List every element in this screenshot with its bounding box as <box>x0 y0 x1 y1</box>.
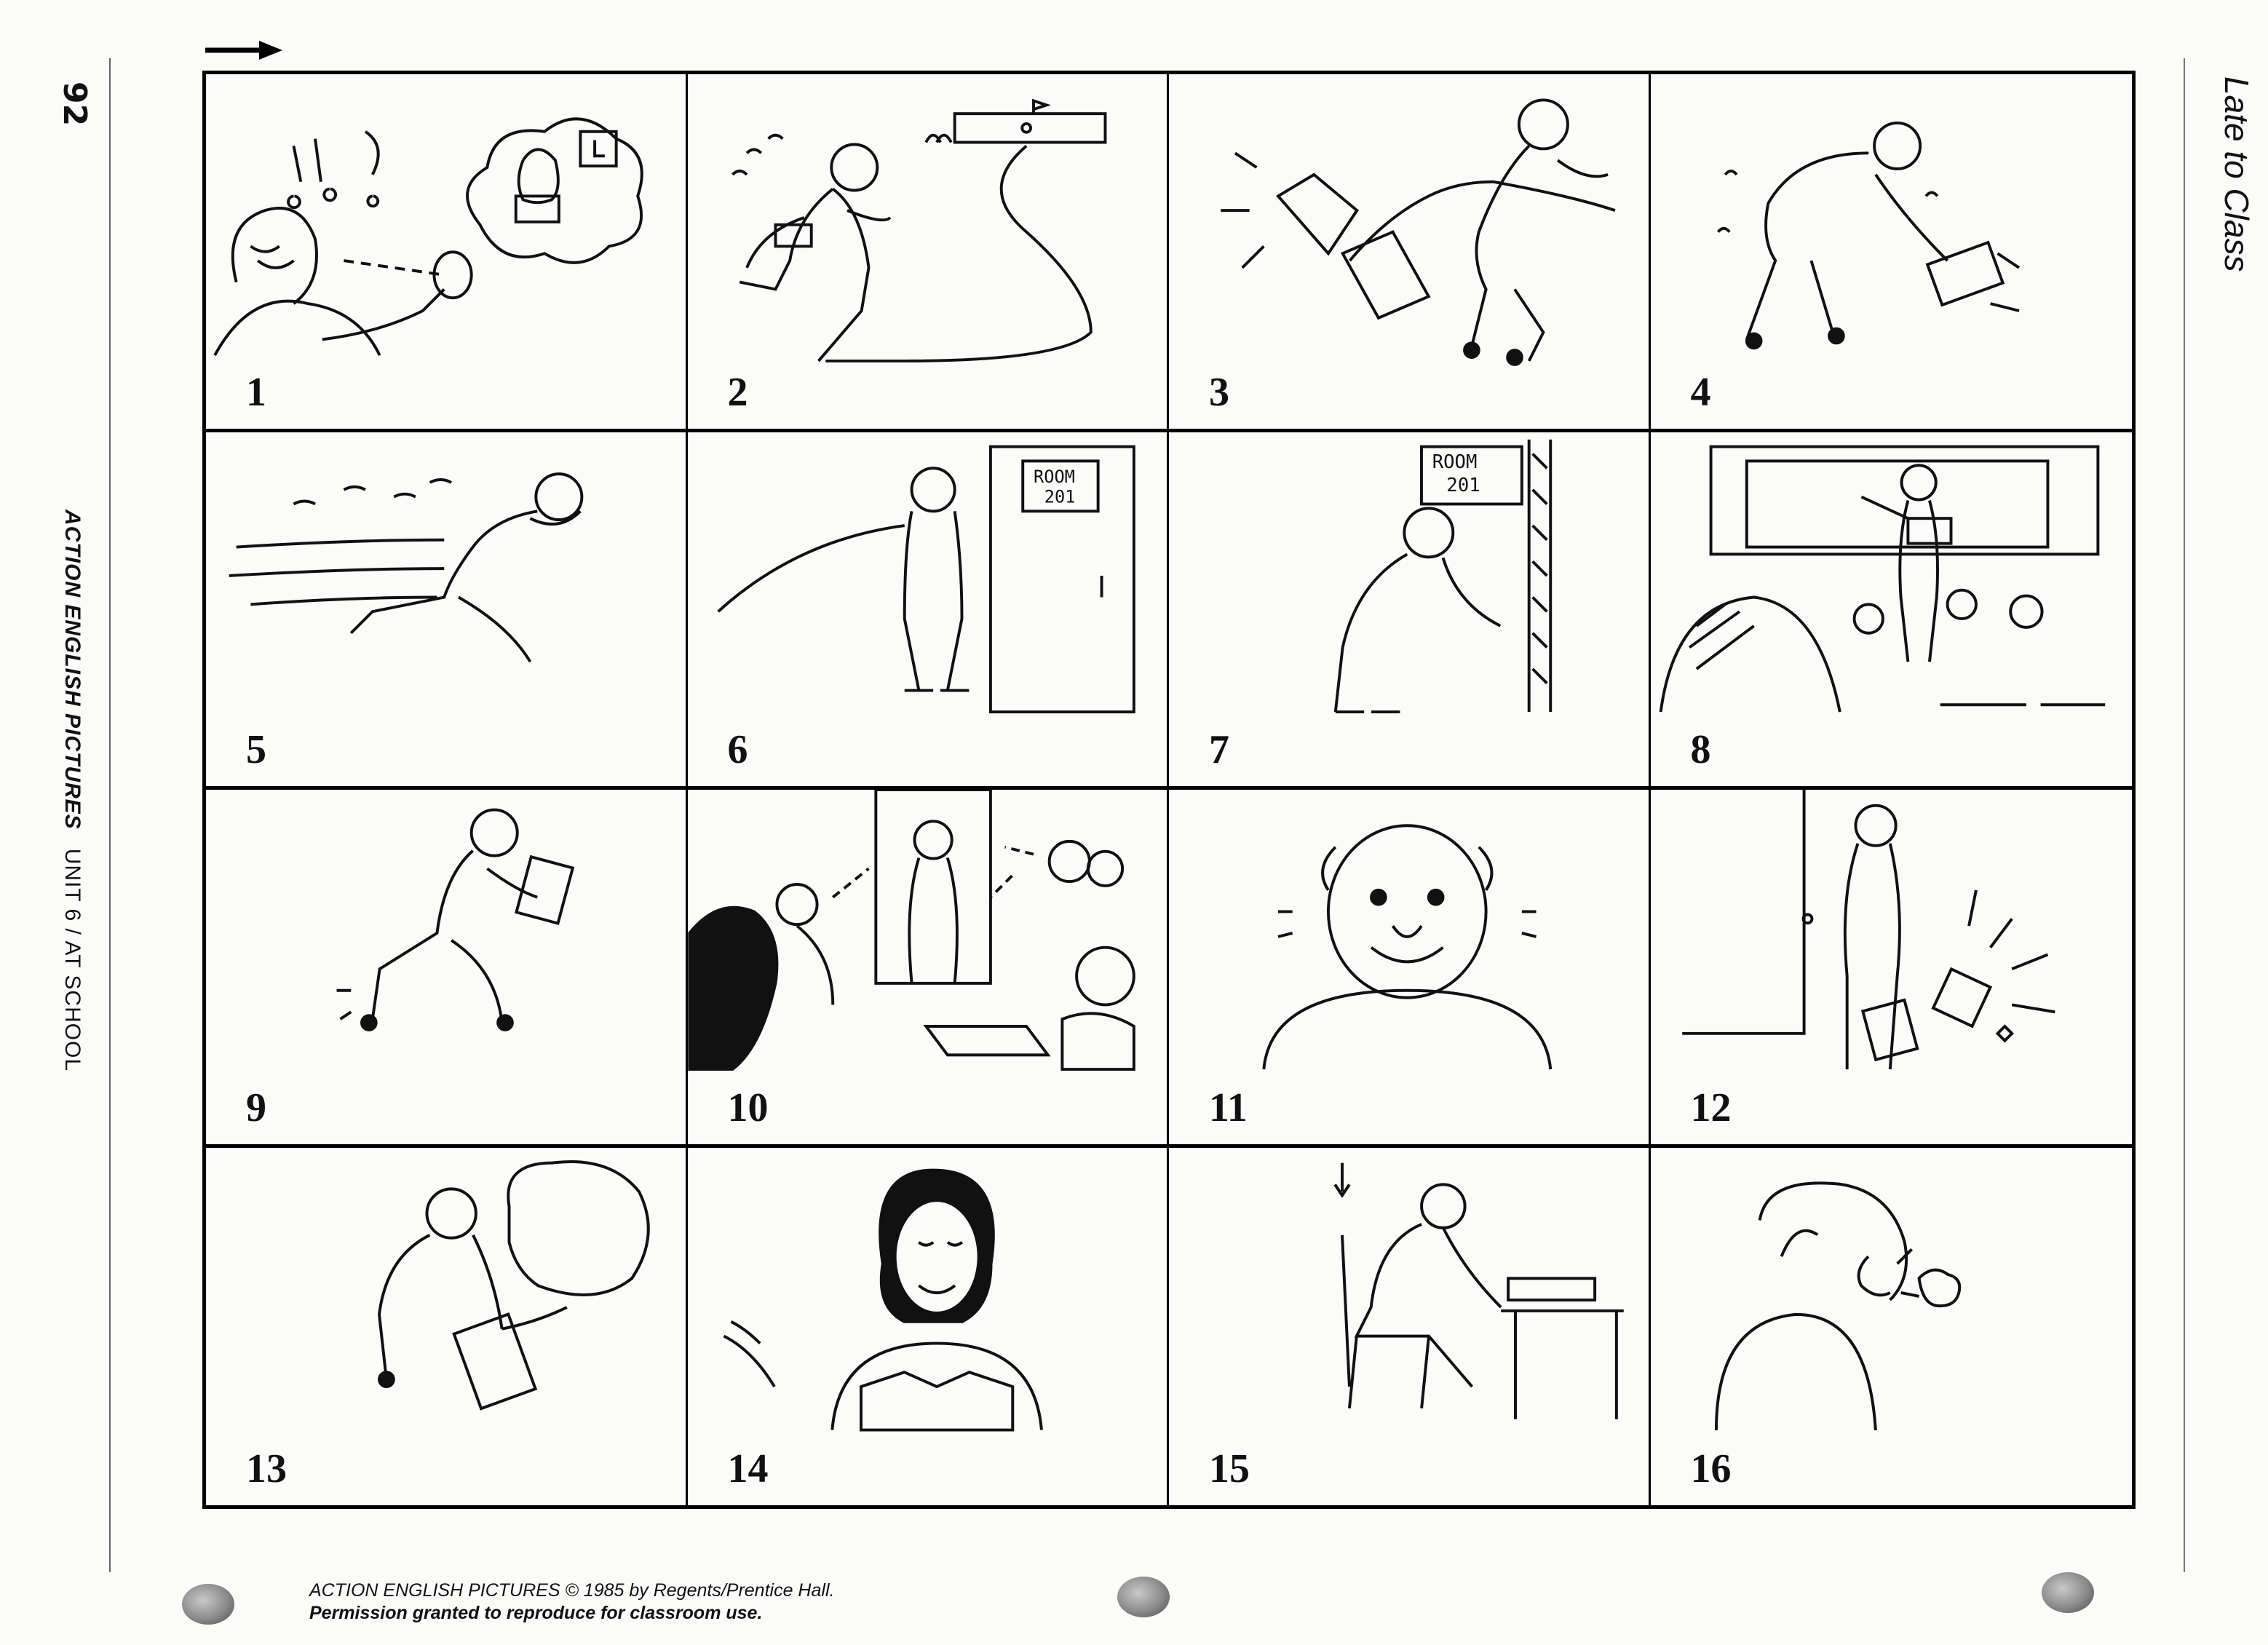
comic-panel-grid <box>202 71 2136 1509</box>
panel-number: 2 <box>727 369 748 415</box>
unit-title: UNIT 6 / AT SCHOOL <box>60 848 84 1072</box>
illustration-man-arrives-room-201 <box>688 432 1167 787</box>
panel-10 <box>688 790 1170 1148</box>
panel-7 <box>1169 432 1651 790</box>
panel-11 <box>1169 790 1651 1148</box>
room-sign-number: 201 <box>1044 486 1075 507</box>
illustration-man-opens-door <box>1169 432 1649 787</box>
illustration-man-runs-to-school <box>688 74 1167 429</box>
copyright-line: ACTION ENGLISH PICTURES © 1985 by Regents/Prentice Hall. <box>309 1580 835 1601</box>
copyright-footer <box>309 1579 834 1625</box>
panel-5 <box>206 432 688 790</box>
panel-number: 10 <box>727 1085 769 1130</box>
panel-number: 8 <box>1690 727 1711 772</box>
page-number: 92 <box>56 82 93 127</box>
panel-4 <box>1651 74 2133 432</box>
panel-16 <box>1651 1148 2133 1506</box>
series-title: ACTION ENGLISH PICTURES <box>60 510 84 830</box>
panel-number: 12 <box>1690 1085 1732 1130</box>
panel-8 <box>1651 432 2133 790</box>
illustration-teacher-lecturing-class <box>1651 432 2133 787</box>
panel-number: 16 <box>1690 1446 1732 1491</box>
panel-6 <box>688 432 1170 790</box>
punch-hole-icon <box>2042 1572 2094 1613</box>
side-caption <box>60 510 84 1071</box>
punch-hole-icon <box>1117 1577 1170 1617</box>
panel-13 <box>206 1148 688 1506</box>
panel-12 <box>1651 790 2133 1148</box>
panel-number: 14 <box>727 1446 769 1491</box>
panel-number: 7 <box>1209 727 1229 772</box>
room-sign-word: ROOM <box>1033 466 1075 487</box>
room-sign-word: ROOM <box>1432 451 1478 473</box>
panel-9 <box>206 790 688 1148</box>
panel-number: 5 <box>246 727 266 772</box>
panel-1 <box>206 74 688 432</box>
room-sign-number: 201 <box>1446 474 1480 496</box>
right-arrow-icon <box>204 38 284 63</box>
panel-14 <box>688 1148 1170 1506</box>
lesson-title: Late to Class <box>2218 76 2256 272</box>
panel-number: 13 <box>246 1446 287 1491</box>
left-margin-rule <box>109 58 111 1572</box>
illustration-man-runs-fast <box>206 432 686 787</box>
illustration-man-picks-up-books <box>1651 74 2133 429</box>
panel-number: 3 <box>1209 369 1229 415</box>
punch-hole-icon <box>182 1584 234 1625</box>
panel-number: 1 <box>246 369 266 415</box>
panel-number: 4 <box>1690 369 1711 415</box>
right-margin-rule <box>2184 58 2185 1572</box>
panel-2 <box>688 74 1170 432</box>
panel-number: 9 <box>246 1085 266 1130</box>
panel-number: 15 <box>1209 1446 1250 1491</box>
illustration-man-remembers-class <box>206 74 686 429</box>
illustration-man-drops-books <box>1169 74 1649 429</box>
panel-3 <box>1169 74 1651 432</box>
panel-number: 11 <box>1209 1085 1248 1130</box>
panel-15 <box>1169 1148 1651 1506</box>
illustration-man-tiptoes-in <box>206 790 686 1144</box>
panel-number: 6 <box>727 727 748 772</box>
permission-line: Permission granted to reproduce for classroom use. <box>309 1603 763 1623</box>
